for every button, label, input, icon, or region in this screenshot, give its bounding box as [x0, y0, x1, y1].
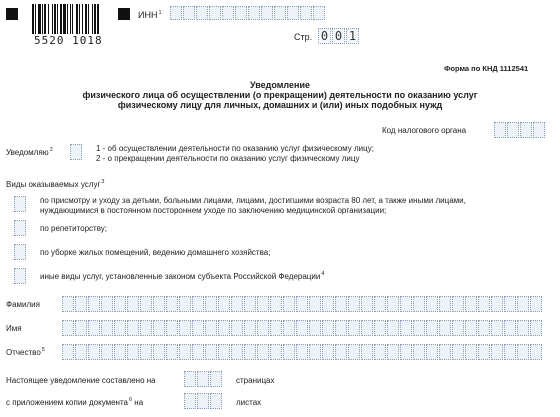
input-cell[interactable] — [210, 371, 222, 387]
input-cell[interactable] — [62, 320, 74, 336]
input-cell[interactable] — [533, 122, 545, 138]
input-cell[interactable] — [127, 320, 139, 336]
input-cell[interactable] — [235, 6, 247, 20]
input-cell[interactable] — [127, 344, 139, 360]
input-cell[interactable] — [413, 320, 425, 336]
input-cell[interactable] — [101, 296, 113, 312]
input-cell[interactable] — [270, 344, 282, 360]
input-cell[interactable] — [244, 344, 256, 360]
notify-label: Уведомляю$^2$ — [6, 147, 53, 157]
input-cell[interactable] — [153, 320, 165, 336]
input-cell[interactable] — [257, 296, 269, 312]
service-2-label: по репетиторству; — [40, 224, 107, 233]
input-cell[interactable] — [140, 320, 152, 336]
page-number-field[interactable] — [318, 28, 360, 44]
input-cell[interactable] — [209, 6, 221, 20]
attach-count-field[interactable] — [184, 393, 223, 409]
input-cell[interactable] — [184, 371, 196, 387]
input-cell[interactable] — [231, 344, 243, 360]
attach-prefix: с приложением копии документа$^6$ на — [6, 397, 144, 407]
page-digit-cell[interactable]: 0 — [318, 28, 331, 44]
input-cell[interactable] — [507, 122, 519, 138]
input-cell[interactable] — [88, 344, 100, 360]
page-digit-cell[interactable]: 1 — [346, 28, 359, 44]
pages-prefix: Настоящее уведомление составлено на — [6, 376, 156, 385]
input-cell[interactable] — [452, 296, 464, 312]
input-cell[interactable] — [465, 296, 477, 312]
input-cell[interactable] — [452, 320, 464, 336]
input-cell[interactable] — [210, 393, 222, 409]
barcode-number: 5520 1018 — [34, 34, 103, 47]
input-cell[interactable] — [478, 320, 490, 336]
input-cell[interactable] — [520, 122, 532, 138]
input-cell[interactable] — [183, 6, 195, 20]
service-1-label-line-2: нуждающимися в постоянном постороннем уходе по заключению медицинской организации; — [40, 206, 387, 215]
input-cell[interactable] — [287, 6, 299, 20]
corner-marker-left — [6, 8, 18, 20]
input-cell[interactable] — [184, 393, 196, 409]
inn-label: ИНН$^1$ — [138, 10, 162, 20]
input-cell[interactable] — [257, 344, 269, 360]
input-cell[interactable] — [296, 296, 308, 312]
input-cell[interactable] — [309, 296, 321, 312]
service-4-checkbox[interactable] — [14, 268, 26, 284]
input-cell[interactable] — [127, 296, 139, 312]
input-cell[interactable] — [75, 344, 87, 360]
input-cell[interactable] — [218, 296, 230, 312]
notify-option-1: 1 - об осуществлении деятельности по оказанию услуг физическому лицу; — [96, 144, 374, 153]
input-cell[interactable] — [387, 344, 399, 360]
input-cell[interactable] — [426, 296, 438, 312]
input-cell[interactable] — [62, 344, 74, 360]
input-cell[interactable] — [491, 296, 503, 312]
input-cell[interactable] — [530, 296, 542, 312]
input-cell[interactable] — [439, 320, 451, 336]
input-cell[interactable] — [153, 344, 165, 360]
input-cell[interactable] — [218, 320, 230, 336]
attach-suffix: листах — [236, 398, 262, 407]
input-cell[interactable] — [374, 344, 386, 360]
input-cell[interactable] — [439, 344, 451, 360]
input-cell[interactable] — [517, 320, 529, 336]
patronymic-label: Отчество$^5$ — [6, 347, 45, 357]
input-cell[interactable] — [196, 6, 208, 20]
page-digit-cell[interactable]: 0 — [332, 28, 345, 44]
document-title — [0, 80, 560, 110]
input-cell[interactable] — [114, 296, 126, 312]
input-cell[interactable] — [170, 6, 182, 20]
input-cell[interactable] — [114, 320, 126, 336]
input-cell[interactable] — [387, 296, 399, 312]
title-line-3: физическому лицу для личных, домашних и (или) иных подобных нужд — [117, 100, 443, 110]
input-cell[interactable] — [197, 371, 209, 387]
input-cell[interactable] — [517, 344, 529, 360]
input-cell[interactable] — [101, 344, 113, 360]
input-cell[interactable] — [296, 320, 308, 336]
input-cell[interactable] — [75, 296, 87, 312]
input-cell[interactable] — [530, 344, 542, 360]
service-3-label: по уборке жилых помещений, ведению домашнего хозяйства; — [40, 248, 271, 257]
name-label: Имя — [6, 324, 22, 333]
input-cell[interactable] — [504, 344, 516, 360]
input-cell[interactable] — [88, 320, 100, 336]
input-cell[interactable] — [413, 344, 425, 360]
input-cell[interactable] — [231, 296, 243, 312]
title-line-1: Уведомление — [249, 80, 310, 90]
input-cell[interactable] — [62, 296, 74, 312]
input-cell[interactable] — [205, 320, 217, 336]
input-cell[interactable] — [270, 320, 282, 336]
input-cell[interactable] — [361, 296, 373, 312]
input-cell[interactable] — [335, 296, 347, 312]
input-cell[interactable] — [517, 296, 529, 312]
input-cell[interactable] — [166, 344, 178, 360]
input-cell[interactable] — [494, 122, 506, 138]
corner-marker-right — [118, 8, 130, 20]
input-cell[interactable] — [300, 6, 312, 20]
input-cell[interactable] — [530, 320, 542, 336]
input-cell[interactable] — [205, 296, 217, 312]
input-cell[interactable] — [452, 344, 464, 360]
input-cell[interactable] — [400, 344, 412, 360]
input-cell[interactable] — [478, 296, 490, 312]
input-cell[interactable] — [322, 344, 334, 360]
barcode-bars — [30, 4, 126, 34]
input-cell[interactable] — [283, 344, 295, 360]
service-2-checkbox[interactable] — [14, 220, 26, 236]
input-cell[interactable] — [153, 296, 165, 312]
input-cell[interactable] — [179, 296, 191, 312]
input-cell[interactable] — [192, 320, 204, 336]
input-cell[interactable] — [283, 320, 295, 336]
input-cell[interactable] — [400, 296, 412, 312]
input-cell[interactable] — [322, 320, 334, 336]
input-cell[interactable] — [244, 296, 256, 312]
input-cell[interactable] — [192, 296, 204, 312]
input-cell[interactable] — [114, 344, 126, 360]
input-cell[interactable] — [322, 296, 334, 312]
input-cell[interactable] — [313, 6, 325, 20]
input-cell[interactable] — [166, 296, 178, 312]
barcode — [30, 4, 126, 47]
input-cell[interactable] — [491, 344, 503, 360]
input-cell[interactable] — [179, 344, 191, 360]
input-cell[interactable] — [166, 320, 178, 336]
service-4-label: иные виды услуг, установленные законом субъекта Российской Федерации$^4$ — [40, 271, 325, 281]
tax-authority-label: Код налогового органа — [382, 126, 467, 135]
input-cell[interactable] — [465, 320, 477, 336]
input-cell[interactable] — [374, 320, 386, 336]
input-cell[interactable] — [244, 320, 256, 336]
input-cell[interactable] — [348, 296, 360, 312]
inn-field[interactable] — [170, 6, 326, 20]
pages-count-field[interactable] — [184, 371, 223, 387]
input-cell[interactable] — [335, 344, 347, 360]
title-line-2: физического лица об осуществлении (о прекращении) деятельности по оказанию услуг — [82, 90, 478, 100]
input-cell[interactable] — [205, 344, 217, 360]
services-heading: Виды оказываемых услуг$^3$ — [6, 179, 105, 189]
input-cell[interactable] — [439, 296, 451, 312]
input-cell[interactable] — [101, 320, 113, 336]
input-cell[interactable] — [478, 344, 490, 360]
input-cell[interactable] — [222, 6, 234, 20]
page-label: Стр. — [294, 32, 313, 42]
service-3-checkbox[interactable] — [14, 244, 26, 260]
input-cell[interactable] — [283, 296, 295, 312]
surname-label: Фамилия — [6, 300, 40, 309]
input-cell[interactable] — [348, 344, 360, 360]
input-cell[interactable] — [274, 6, 286, 20]
input-cell[interactable] — [88, 296, 100, 312]
input-cell[interactable] — [231, 320, 243, 336]
input-cell[interactable] — [413, 296, 425, 312]
input-cell[interactable] — [361, 344, 373, 360]
service-1-checkbox[interactable] — [14, 196, 26, 212]
input-cell[interactable] — [400, 320, 412, 336]
input-cell[interactable] — [248, 6, 260, 20]
input-cell[interactable] — [192, 344, 204, 360]
input-cell[interactable] — [465, 344, 477, 360]
input-cell[interactable] — [309, 344, 321, 360]
input-cell[interactable] — [270, 296, 282, 312]
input-cell[interactable] — [296, 344, 308, 360]
input-cell[interactable] — [309, 320, 321, 336]
input-cell[interactable] — [140, 296, 152, 312]
input-cell[interactable] — [218, 344, 230, 360]
input-cell[interactable] — [426, 344, 438, 360]
service-1-label-line-1: по присмотру и уходу за детьми, больными лицами, лицами, достигшими возраста 80 лет, а также иными лицами, — [40, 196, 466, 205]
name-field[interactable] — [62, 320, 543, 336]
input-cell[interactable] — [504, 320, 516, 336]
input-cell[interactable] — [335, 320, 347, 336]
pages-suffix: страницах — [236, 376, 275, 385]
input-cell[interactable] — [140, 344, 152, 360]
surname-field[interactable] — [62, 296, 543, 312]
input-cell[interactable] — [387, 320, 399, 336]
input-cell[interactable] — [75, 320, 87, 336]
input-cell[interactable] — [197, 393, 209, 409]
input-cell[interactable] — [348, 320, 360, 336]
input-cell[interactable] — [261, 6, 273, 20]
notify-option-2: 2 - о прекращении деятельности по оказанию услуг физическому лицу — [96, 154, 360, 163]
notify-code-field[interactable] — [70, 144, 82, 160]
tax-authority-field[interactable] — [494, 122, 546, 138]
input-cell[interactable] — [491, 320, 503, 336]
form-code: Форма по КНД 1112541 — [444, 64, 529, 73]
input-cell[interactable] — [426, 320, 438, 336]
input-cell[interactable] — [179, 320, 191, 336]
patronymic-field[interactable] — [62, 344, 543, 360]
input-cell[interactable] — [361, 320, 373, 336]
input-cell[interactable] — [257, 320, 269, 336]
input-cell[interactable] — [504, 296, 516, 312]
input-cell[interactable] — [374, 296, 386, 312]
